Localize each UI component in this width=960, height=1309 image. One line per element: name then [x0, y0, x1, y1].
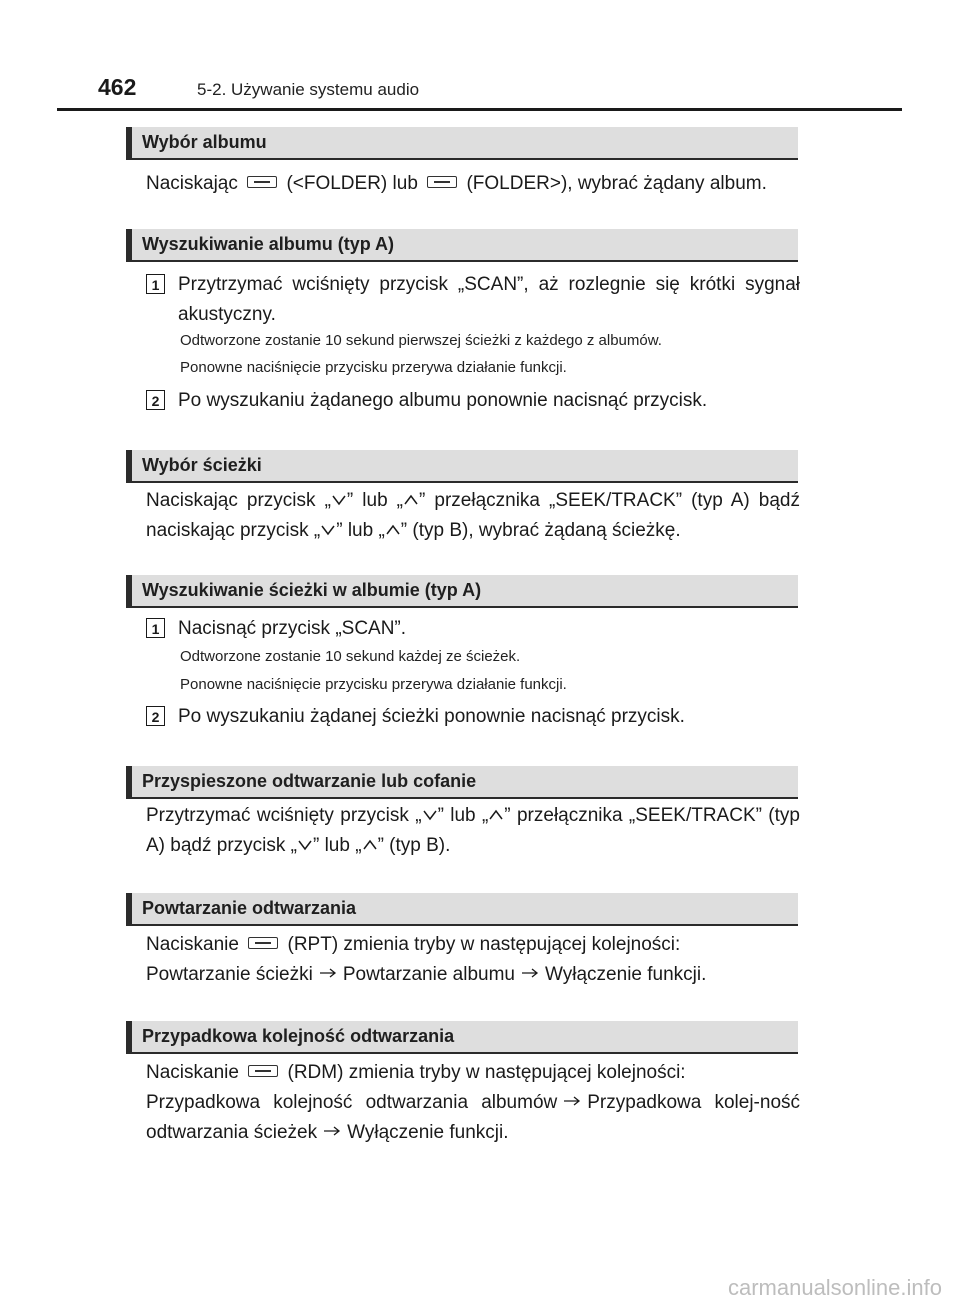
text-part: Przytrzymać wciśnięty przycisk „ — [146, 805, 422, 826]
chevron-up-icon — [386, 523, 400, 537]
note: Ponowne naciśnięcie przycisku przerywa działanie funkcji. — [180, 676, 567, 693]
text-part: ” lub „ — [437, 805, 489, 826]
step-number: 1 — [146, 274, 165, 294]
right-arrow-icon — [319, 968, 337, 978]
text-part: (RDM) zmienia tryby w następującej kolejności: — [287, 1062, 686, 1083]
repeat-text — [146, 930, 800, 990]
right-arrow-icon — [323, 1126, 341, 1136]
step-text: Po wyszukaniu żądanego albumu ponownie nacisnąć przycisk. — [178, 390, 708, 411]
random-text — [146, 1058, 800, 1148]
button-icon — [248, 937, 278, 949]
button-icon — [427, 176, 457, 188]
note: Odtworzone zostanie 10 sekund każdej ze ścieżek. — [180, 648, 521, 665]
section-heading-random: Przypadkowa kolejność odtwarzania — [126, 1021, 798, 1054]
section-heading-repeat: Powtarzanie odtwarzania — [126, 893, 798, 926]
text-part: Wyłączenie funkcji. — [545, 964, 707, 985]
step-number: 1 — [146, 618, 165, 638]
watermark: carmanualsonline.info — [727, 1275, 942, 1300]
chevron-up-icon — [404, 493, 418, 507]
text-part: Naciskając — [146, 173, 238, 194]
step-text: Nacisnąć przycisk „SCAN”. — [178, 618, 407, 639]
text-part: ” lub „ — [336, 520, 385, 541]
text-part: Wyłączenie funkcji. — [347, 1122, 509, 1143]
button-icon — [247, 176, 277, 188]
track-select-text — [146, 486, 800, 546]
note: Odtworzone zostanie 10 sekund pierwszej ścieżki z każdego z albumów. — [180, 332, 662, 349]
text-part: (RPT) zmienia tryby w następującej kolejności: — [287, 934, 681, 955]
text-part: Naciskanie — [146, 934, 239, 955]
text-part: Przypadkowa kolej-ność odtwarzania ścieżek — [146, 1092, 801, 1143]
chevron-down-icon — [321, 523, 335, 537]
step-2 — [146, 702, 800, 732]
fast-forward-text — [146, 801, 800, 861]
text-part: (FOLDER>), wybrać żądany album. — [466, 173, 767, 194]
text-part: ” lub „ — [346, 490, 404, 511]
step-text: Przytrzymać wciśnięty przycisk „SCAN”, aż rozlegnie się krótki sygnał akustyczny. — [178, 274, 800, 325]
chevron-down-icon — [298, 838, 312, 852]
chevron-down-icon — [332, 493, 346, 507]
text-part: ” (typ B). — [377, 835, 451, 856]
text-part: Naciskanie — [146, 1062, 239, 1083]
text-part: Powtarzanie albumu — [342, 964, 515, 985]
section-heading-track-search: Wyszukiwanie ścieżki w albumie (typ A) — [126, 575, 798, 608]
text-part: ” przełącznika „SEEK/TRACK” (typ A) bądź naciskając przycisk „ — [146, 490, 801, 541]
section-heading-track-select: Wybór ścieżki — [126, 450, 798, 483]
step-number: 2 — [146, 390, 165, 410]
page-number: 462 — [98, 74, 137, 100]
step-1 — [146, 614, 800, 644]
text-part: Przypadkowa kolejność odtwarzania albumów — [146, 1092, 558, 1113]
step-2 — [146, 386, 800, 416]
chevron-down-icon — [423, 808, 437, 822]
right-arrow-icon — [563, 1096, 581, 1106]
header-rule — [57, 108, 902, 111]
step-number: 2 — [146, 706, 165, 726]
text-part: Powtarzanie ścieżki — [146, 964, 313, 985]
section-heading-fast-forward: Przyspieszone odtwarzanie lub cofanie — [126, 766, 798, 799]
step-text: Po wyszukaniu żądanej ścieżki ponownie nacisnąć przycisk. — [178, 706, 685, 727]
text-part: (<FOLDER) lub — [286, 173, 418, 194]
text-part: ” lub „ — [312, 835, 362, 856]
right-arrow-icon — [521, 968, 539, 978]
button-icon — [248, 1065, 278, 1077]
text-part: ” (typ B), wybrać żądaną ścieżkę. — [400, 520, 681, 541]
note: Ponowne naciśnięcie przycisku przerywa działanie funkcji. — [180, 359, 567, 376]
chevron-up-icon — [489, 808, 503, 822]
step-1 — [146, 270, 800, 330]
chapter-title: 5-2. Używanie systemu audio — [197, 80, 420, 99]
text-part: Naciskając przycisk „ — [146, 490, 331, 511]
section-heading-album-search: Wyszukiwanie albumu (typ A) — [126, 229, 798, 262]
text-part: ” przełącznika „SEEK/TRACK” (typ A) bądź przycisk „ — [146, 805, 800, 856]
album-select-text — [146, 169, 800, 199]
chevron-up-icon — [363, 838, 377, 852]
section-heading-album-select: Wybór albumu — [126, 127, 798, 160]
